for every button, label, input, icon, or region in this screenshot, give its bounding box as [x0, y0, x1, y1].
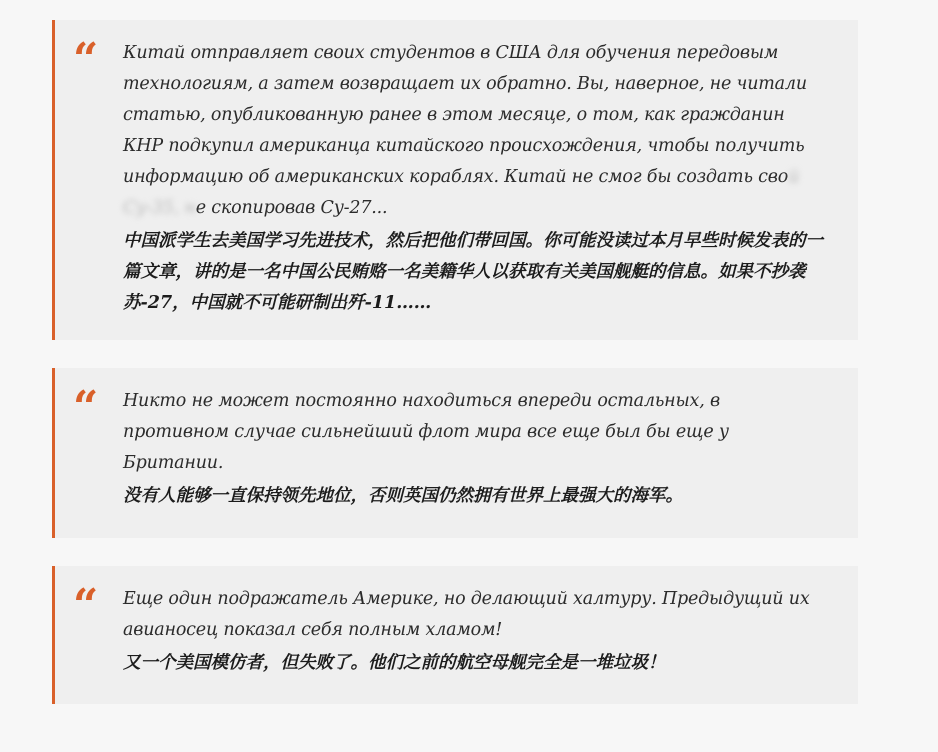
quote-card-1	[52, 20, 858, 340]
russian-text-part: Китай отправляет своих студентов в США для обучения передовым технологиям, а затем возвращает их обратно. Вы, наверное, не читали статью, опубликованную ранее в этом месяце, о том, как гражданин КНР подкупил американца китайского происхождения, чтобы получить информацию об американских кораблях. Китай не смог бы создать сво	[123, 43, 807, 187]
blurred-text: й Су-35, н	[123, 167, 800, 218]
quote-body	[123, 584, 828, 679]
russian-text-part: е скопировав Су-27...	[195, 198, 388, 218]
quote-mark-icon: “	[73, 34, 97, 85]
chinese-text: 又一个美国模仿者，但失败了。他们之前的航空母舰完全是一堆垃圾！	[123, 653, 666, 673]
quote-card-3	[52, 566, 858, 704]
russian-text	[123, 38, 828, 224]
quote-mark-icon: “	[73, 580, 97, 631]
quote-card-2	[52, 368, 858, 538]
russian-text: Еще один подражатель Америке, но делающий халтуру. Предыдущий их авианосец показал себя полным хламом!	[123, 589, 810, 640]
quote-mark-icon: “	[73, 382, 97, 433]
russian-text: Никто не может постоянно находиться впереди остальных, в противном случае сильнейший флот мира все еще был бы еще у Британии.	[123, 391, 729, 473]
chinese-text: 没有人能够一直保持领先地位，否则英国仍然拥有世界上最强大的海军。	[123, 486, 683, 506]
chinese-text: 中国派学生去美国学习先进技术，然后把他们带回国。你可能没读过本月早些时候发表的一篇文章，讲的是一名中国公民贿赂一名美籍华人以获取有关美国舰艇的信息。如果不抄袭苏-27，中国就不可能研制出歼-11……	[123, 231, 823, 313]
quote-body	[123, 38, 828, 319]
quote-body	[123, 386, 828, 512]
